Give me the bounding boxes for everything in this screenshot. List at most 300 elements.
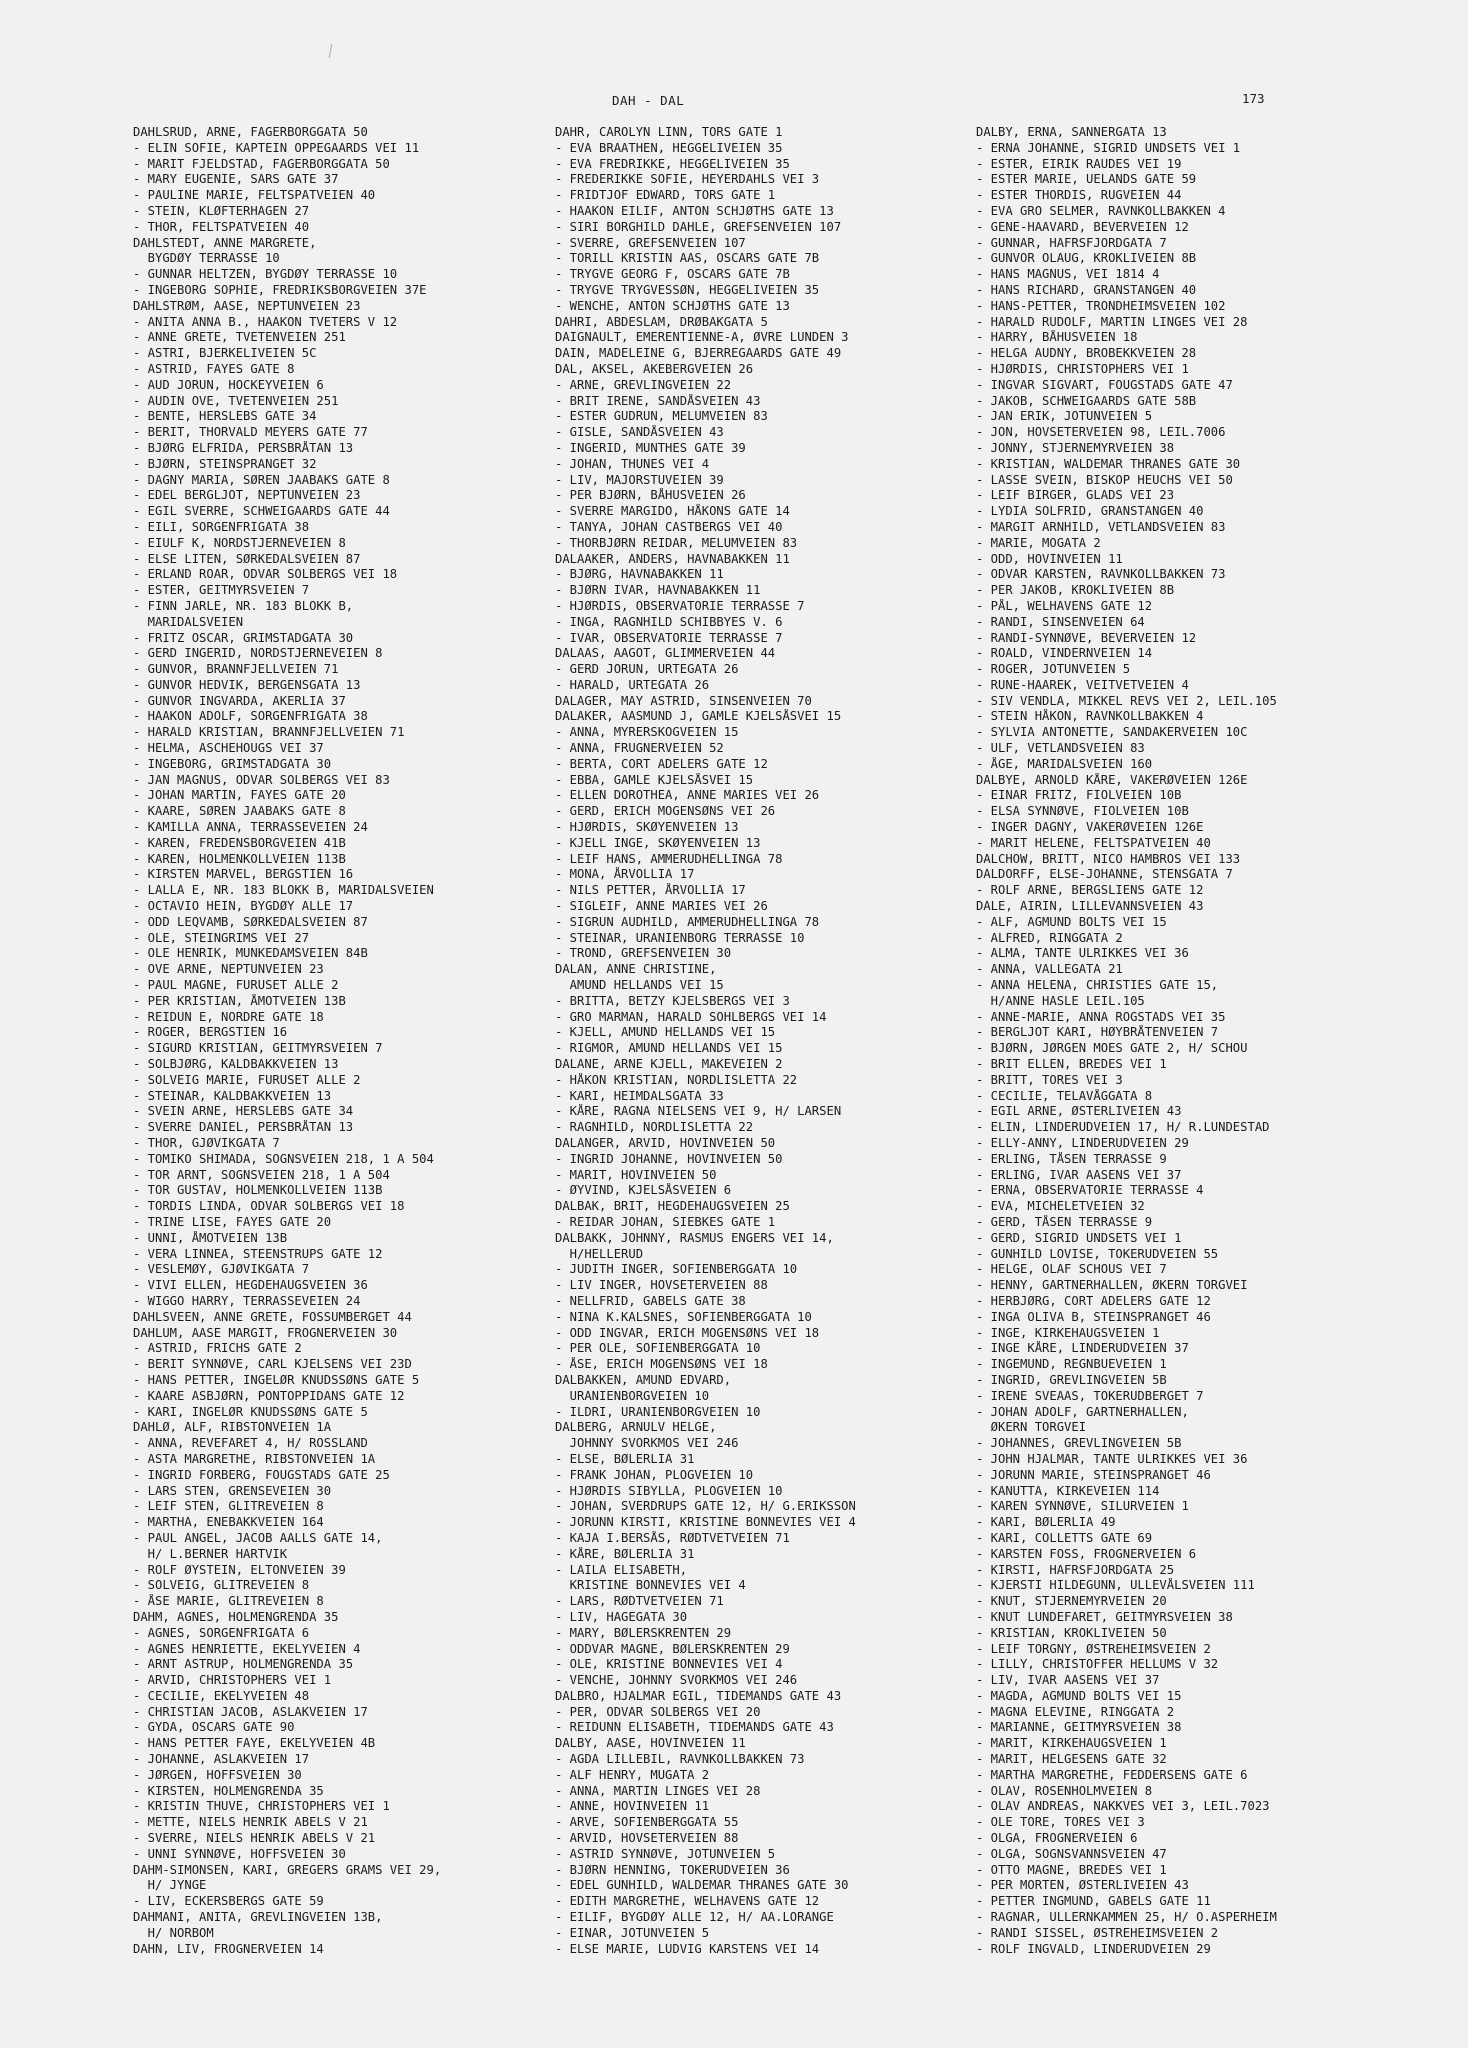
directory-entry: - EVA BRAATHEN, HEGGELIVEIEN 35 (555, 140, 783, 155)
directory-entry: - ARNT ASTRUP, HOLMENGRENDA 35 (133, 1657, 354, 1672)
directory-entry: - KJELL, AMUND HELLANDS VEI 15 (555, 1025, 776, 1040)
directory-entry: - LEIF BIRGER, GLADS VEI 23 (976, 488, 1175, 503)
directory-entry: - STEIN, KLØFTERHAGEN 27 (133, 203, 310, 218)
directory-entry: - THOR, FELTSPATVEIEN 40 (133, 219, 310, 234)
directory-entry: - JOHAN, SVERDRUPS GATE 12, H/ G.ERIKSSON (555, 1499, 856, 1514)
directory-entry: - BJØRN, STEINSPRANGET 32 (133, 456, 317, 471)
directory-entry: - GUNVOR OLAUG, KROKLIVEIEN 8B (976, 251, 1197, 266)
directory-entry: - KÅRE, RAGNA NIELSENS VEI 9, H/ LARSEN (555, 1104, 842, 1119)
directory-entry: - KARSTEN FOSS, FROGNERVEIEN 6 (976, 1546, 1197, 1561)
directory-entry: - HARALD, URTEGATA 26 (555, 677, 710, 692)
directory-entry: - TRINE LISE, FAYES GATE 20 (133, 1214, 332, 1229)
directory-entry: - ALF HENRY, MUGATA 2 (555, 1767, 710, 1782)
directory-entry: - BERIT SYNNØVE, CARL KJELSENS VEI 23D (133, 1357, 412, 1372)
directory-entry: - DAGNY MARIA, SØREN JAABAKS GATE 8 (133, 472, 390, 487)
directory-entry: - HANS PETTER FAYE, EKELYVEIEN 4B (133, 1736, 376, 1751)
directory-entry: DALBERG, ARNULV HELGE, (555, 1420, 717, 1435)
directory-entry: DAHLSRUD, ARNE, FAGERBORGGATA 50 (133, 125, 368, 139)
directory-entry: - PER, ODVAR SOLBERGS VEI 20 (555, 1704, 761, 1719)
directory-entry: - KJERSTI HILDEGUNN, ULLEVÅLSVEIEN 111 (976, 1578, 1255, 1593)
directory-entry: - JONNY, STJERNEMYRVEIEN 38 (976, 440, 1175, 455)
directory-entry: - ALFRED, RINGGATA 2 (976, 930, 1123, 945)
directory-entry: - KARI, HEIMDALSGATA 33 (555, 1088, 724, 1103)
directory-entry: - GUNVOR HEDVIK, BERGENSGATA 13 (133, 677, 361, 692)
directory-entry: - ARVE, SOFIENBERGGATA 55 (555, 1815, 739, 1830)
directory-entry: - ODDVAR MAGNE, BØLERSKRENTEN 29 (555, 1641, 790, 1656)
directory-entry: - IRENE SVEAAS, TOKERUDBERGET 7 (976, 1388, 1204, 1403)
directory-entry: - LIV, MAJORSTUVEIEN 39 (555, 472, 724, 487)
directory-entry: - ANNE GRETE, TVETENVEIEN 251 (133, 330, 346, 345)
directory-entry: DAIN, MADELEINE G, BJERREGAARDS GATE 49 (555, 346, 842, 361)
directory-entry: - JOHAN, THUNES VEI 4 (555, 456, 710, 471)
directory-entry: - ASTA MARGRETHE, RIBSTONVEIEN 1A (133, 1451, 376, 1466)
directory-entry: - AUD JORUN, HOCKEYVEIEN 6 (133, 377, 324, 392)
directory-entry: - BJØRN IVAR, HAVNABAKKEN 11 (555, 583, 761, 598)
directory-entry: - CHRISTIAN JACOB, ASLAKVEIEN 17 (133, 1704, 368, 1719)
directory-entry: DALE, AIRIN, LILLEVANNSVEIEN 43 (976, 899, 1204, 914)
directory-entry: - KNUT, STJERNEMYRVEIEN 20 (976, 1594, 1167, 1609)
directory-entry: - MARIT HELENE, FELTSPATVEIEN 40 (976, 835, 1211, 850)
directory-entry: - INGRID, GREVLINGVEIEN 5B (976, 1372, 1167, 1387)
directory-entry: - INGRID FORBERG, FOUGSTADS GATE 25 (133, 1467, 390, 1482)
directory-entry: - ANNA, VALLEGATA 21 (976, 962, 1123, 977)
directory-entry: - ESTER, GEITMYRSVEIEN 7 (133, 583, 310, 598)
directory-entry: - NELLFRID, GABELS GATE 38 (555, 1293, 746, 1308)
directory-entry: MARIDALSVEIEN (133, 614, 244, 629)
directory-entry: H/ NORBOM (133, 1925, 214, 1940)
directory-entry: - VIVI ELLEN, HEGDEHAUGSVEIEN 36 (133, 1278, 368, 1293)
directory-entry: - ESTER GUDRUN, MELUMVEIEN 83 (555, 409, 768, 424)
directory-entry: H/ANNE HASLE LEIL.105 (976, 993, 1145, 1008)
directory-entry: - ERLING, TÅSEN TERRASSE 9 (976, 1151, 1167, 1166)
directory-entry: - NILS PETTER, ÅRVOLLIA 17 (555, 883, 746, 898)
directory-entry: - REIDAR JOHAN, SIEBKES GATE 1 (555, 1214, 776, 1229)
directory-entry: DAHR, CAROLYN LINN, TORS GATE 1 (555, 125, 783, 139)
directory-entry: - PER BJØRN, BÅHUSVEIEN 26 (555, 488, 746, 503)
directory-entry: - ROGER, BERGSTIEN 16 (133, 1025, 288, 1040)
directory-entry: - MARY EUGENIE, SARS GATE 37 (133, 172, 339, 187)
directory-entry: - RANDI SISSEL, ØSTREHEIMSVEIEN 2 (976, 1925, 1219, 1940)
directory-entry: - ASTRID, FAYES GATE 8 (133, 361, 295, 376)
directory-entry: - HAAKON EILIF, ANTON SCHJØTHS GATE 13 (555, 203, 834, 218)
directory-entry: - WENCHE, ANTON SCHJØTHS GATE 13 (555, 298, 790, 313)
directory-entry: - VERA LINNEA, STEENSTRUPS GATE 12 (133, 1246, 383, 1261)
directory-entry: - JOHANNE, ASLAKVEIEN 17 (133, 1752, 310, 1767)
directory-entry: - ODD, HOVINVEIEN 11 (976, 551, 1123, 566)
directory-entry: - GUNVOR, BRANNFJELLVEIEN 71 (133, 662, 339, 677)
scan-mark (329, 44, 332, 58)
directory-entry: - INGEBORG SOPHIE, FREDRIKSBORGVEIEN 37E (133, 282, 427, 297)
directory-entry: DALAN, ANNE CHRISTINE, (555, 962, 717, 977)
directory-entry: DAHLØ, ALF, RIBSTONVEIEN 1A (133, 1420, 332, 1435)
directory-entry: - MAGDA, AGMUND BOLTS VEI 15 (976, 1688, 1182, 1703)
directory-entry: JOHNNY SVORKMOS VEI 246 (555, 1436, 739, 1451)
directory-entry: - LEIF TORGNY, ØSTREHEIMSVEIEN 2 (976, 1641, 1211, 1656)
directory-entry: - WIGGO HARRY, TERRASSEVEIEN 24 (133, 1293, 361, 1308)
directory-entry: - BJØRG, HAVNABAKKEN 11 (555, 567, 724, 582)
directory-entry: - VENCHE, JOHNNY SVORKMOS VEI 246 (555, 1673, 798, 1688)
directory-entry: - MARGIT ARNHILD, VETLANDSVEIEN 83 (976, 519, 1226, 534)
directory-entry: - SOLVEIG, GLITREVEIEN 8 (133, 1578, 310, 1593)
directory-entry: - OVE ARNE, NEPTUNVEIEN 23 (133, 962, 324, 977)
directory-entry: - OLE HENRIK, MUNKEDAMSVEIEN 84B (133, 946, 368, 961)
directory-entry: - GUNHILD LOVISE, TOKERUDVEIEN 55 (976, 1246, 1219, 1261)
directory-entry: - EDEL GUNHILD, WALDEMAR THRANES GATE 30 (555, 1878, 849, 1893)
directory-entry: - KJELL INGE, SKØYENVEIEN 13 (555, 835, 761, 850)
directory-entry: - ELSE MARIE, LUDVIG KARSTENS VEI 14 (555, 1941, 820, 1956)
directory-entry: - JOHANNES, GREVLINGVEIEN 5B (976, 1436, 1182, 1451)
directory-entry: - MARY, BØLERSKRENTEN 29 (555, 1625, 732, 1640)
directory-entry: - KAREN SYNNØVE, SILURVEIEN 1 (976, 1499, 1189, 1514)
directory-entry: - MARIT FJELDSTAD, FAGERBORGGATA 50 (133, 156, 390, 171)
directory-entry: DAHLSTEDT, ANNE MARGRETE, (133, 235, 317, 250)
directory-entry: - KRISTIAN, WALDEMAR THRANES GATE 30 (976, 456, 1241, 471)
directory-entry: - ÅGE, MARIDALSVEIEN 160 (976, 756, 1153, 771)
directory-column-2 (555, 125, 985, 1957)
directory-entry: - MARIANNE, GEITMYRSVEIEN 38 (976, 1720, 1182, 1735)
directory-entry: - EDITH MARGRETHE, WELHAVENS GATE 12 (555, 1894, 820, 1909)
directory-entry: - CECILIE, TELAVÅGGATA 8 (976, 1088, 1153, 1103)
directory-entry: - BRITTA, BETZY KJELSBERGS VEI 3 (555, 993, 790, 1008)
directory-entry: - ESTER THORDIS, RUGVEIEN 44 (976, 188, 1182, 203)
directory-entry: - ARNE, GREVLINGVEIEN 22 (555, 377, 732, 392)
directory-entry: - ELIN SOFIE, KAPTEIN OPPEGAARDS VEI 11 (133, 140, 420, 155)
directory-entry: - TRYGVE GEORG F, OSCARS GATE 7B (555, 267, 790, 282)
directory-entry: - AGDA LILLEBIL, RAVNKOLLBAKKEN 73 (555, 1752, 805, 1767)
directory-entry: KRISTINE BONNEVIES VEI 4 (555, 1578, 746, 1593)
directory-entry: - LAILA ELISABETH, (555, 1562, 688, 1577)
directory-entry: - KNUT LUNDEFARET, GEITMYRSVEIEN 38 (976, 1609, 1233, 1624)
directory-entry: - STEINAR, URANIENBORG TERRASSE 10 (555, 930, 805, 945)
directory-entry: - METTE, NIELS HENRIK ABELS V 21 (133, 1815, 368, 1830)
directory-entry: - REIDUN E, NORDRE GATE 18 (133, 1009, 324, 1024)
directory-entry: DAHN, LIV, FROGNERVEIEN 14 (133, 1941, 324, 1956)
directory-entry: - HELGE, OLAF SCHOUS VEI 7 (976, 1262, 1167, 1277)
directory-entry: - PAUL ANGEL, JACOB AALLS GATE 14, (133, 1530, 383, 1545)
directory-entry: DALBAKKEN, AMUND EDVARD, (555, 1372, 732, 1387)
directory-entry: - OTTO MAGNE, BREDES VEI 1 (976, 1862, 1167, 1877)
directory-entry: - JUDITH INGER, SOFIENBERGGATA 10 (555, 1262, 798, 1277)
directory-entry: - EILIF, BYGDØY ALLE 12, H/ AA.LORANGE (555, 1910, 834, 1925)
directory-entry: - OCTAVIO HEIN, BYGDØY ALLE 17 (133, 899, 354, 914)
directory-entry: - ELSA SYNNØVE, FIOLVEIEN 10B (976, 804, 1189, 819)
directory-entry: - PAUL MAGNE, FURUSET ALLE 2 (133, 978, 339, 993)
directory-entry: - ANNA HELENA, CHRISTIES GATE 15, (976, 978, 1219, 993)
directory-entry: - ELIN, LINDERUDVEIEN 17, H/ R.LUNDESTAD (976, 1120, 1270, 1135)
directory-entry: - BRIT ELLEN, BREDES VEI 1 (976, 1057, 1167, 1072)
directory-entry: - FINN JARLE, NR. 183 BLOKK B, (133, 598, 354, 613)
directory-entry: - GERD, TÅSEN TERRASSE 9 (976, 1214, 1153, 1229)
directory-entry: - BJØRN HENNING, TOKERUDVEIEN 36 (555, 1862, 790, 1877)
directory-entry: DALBY, AASE, HOVINVEIEN 11 (555, 1736, 746, 1751)
directory-entry: - ØYVIND, KJELSÅSVEIEN 6 (555, 1183, 732, 1198)
directory-entry: - ROALD, VINDERNVEIEN 14 (976, 646, 1153, 661)
directory-entry: - RIGMOR, AMUND HELLANDS VEI 15 (555, 1041, 783, 1056)
directory-entry: - IVAR, OBSERVATORIE TERRASSE 7 (555, 630, 783, 645)
directory-entry: - KANUTTA, KIRKEVEIEN 114 (976, 1483, 1160, 1498)
directory-entry: DALBAK, BRIT, HEGDEHAUGSVEIEN 25 (555, 1199, 790, 1214)
directory-entry: DALAGER, MAY ASTRID, SINSENVEIEN 70 (555, 693, 812, 708)
directory-entry: - LIV, ECKERSBERGS GATE 59 (133, 1894, 324, 1909)
directory-column-3 (976, 125, 1406, 1957)
directory-entry: DAHM-SIMONSEN, KARI, GREGERS GRAMS VEI 29, (133, 1862, 442, 1877)
directory-entry: - GISLE, SANDÅSVEIEN 43 (555, 425, 724, 440)
directory-entry: DAHLSTRØM, AASE, NEPTUNVEIEN 23 (133, 298, 361, 313)
directory-entry: - THOR, GJØVIKGATA 7 (133, 1136, 280, 1150)
directory-entry: - ANNA, MARTIN LINGES VEI 28 (555, 1783, 761, 1798)
directory-entry: - BERGLJOT KARI, HØYBRÅTENVEIEN 7 (976, 1025, 1219, 1040)
directory-entry: - ESTER MARIE, UELANDS GATE 59 (976, 172, 1197, 187)
directory-entry: - ERLING, IVAR AASENS VEI 37 (976, 1167, 1182, 1182)
directory-entry: - SVERRE DANIEL, PERSBRÅTAN 13 (133, 1120, 354, 1135)
directory-entry: - JAKOB, SCHWEIGAARDS GATE 58B (976, 393, 1197, 408)
directory-entry: - HANS RICHARD, GRANSTANGEN 40 (976, 282, 1197, 297)
directory-entry: - ÅSE MARIE, GLITREVEIEN 8 (133, 1594, 324, 1609)
directory-entry: - GERD INGERID, NORDSTJERNEVEIEN 8 (133, 646, 383, 661)
directory-entry: - JAN ERIK, JOTUNVEIEN 5 (976, 409, 1153, 424)
directory-entry: DALAAKER, ANDERS, HAVNABAKKEN 11 (555, 551, 790, 566)
directory-entry: - KAJA I.BERSÅS, RØDTVETVEIEN 71 (555, 1530, 790, 1545)
directory-entry: - BERTA, CORT ADELERS GATE 12 (555, 756, 768, 771)
directory-entry: - INGEMUND, REGNBUEVEIEN 1 (976, 1357, 1167, 1372)
directory-entry: - ALF, AGMUND BOLTS VEI 15 (976, 914, 1167, 929)
directory-entry: - HJØRDIS, OBSERVATORIE TERRASSE 7 (555, 598, 805, 613)
directory-entry: - ODD LEQVAMB, SØRKEDALSVEIEN 87 (133, 914, 368, 929)
directory-entry: - INGA, RAGNHILD SCHIBBYES V. 6 (555, 614, 783, 629)
directory-entry: - UNNI, ÅMOTVEIEN 13B (133, 1230, 288, 1245)
directory-entry: - KAARE, SØREN JAABAKS GATE 8 (133, 804, 346, 819)
directory-entry: - ERNA JOHANNE, SIGRID UNDSETS VEI 1 (976, 140, 1241, 155)
directory-entry: - KAREN, FREDENSBORGVEIEN 41B (133, 835, 346, 850)
directory-entry: - PER OLE, SOFIENBERGGATA 10 (555, 1341, 761, 1356)
directory-entry: - MARTHA MARGRETHE, FEDDERSENS GATE 6 (976, 1767, 1248, 1782)
directory-entry: - HARALD RUDOLF, MARTIN LINGES VEI 28 (976, 314, 1248, 329)
directory-entry: - UNNI SYNNØVE, HOFFSVEIEN 30 (133, 1846, 346, 1861)
directory-entry: DAHLUM, AASE MARGIT, FROGNERVEIEN 30 (133, 1325, 398, 1340)
directory-entry: - HARRY, BÅHUSVEIEN 18 (976, 330, 1138, 345)
directory-entry: - TORDIS LINDA, ODVAR SOLBERGS VEI 18 (133, 1199, 405, 1214)
directory-entry: - HJØRDIS SIBYLLA, PLOGVEIEN 10 (555, 1483, 783, 1498)
directory-entry: - EIULF K, NORDSTJERNEVEIEN 8 (133, 535, 346, 550)
directory-entry: - PAULINE MARIE, FELTSPATVEIEN 40 (133, 188, 376, 203)
directory-entry: - MONA, ÅRVOLLIA 17 (555, 867, 695, 882)
directory-entry: DALCHOW, BRITT, NICO HAMBROS VEI 133 (976, 851, 1241, 866)
directory-entry: - RUNE-HAAREK, VEITVETVEIEN 4 (976, 677, 1189, 692)
directory-entry: - TRYGVE TRYGVESSØN, HEGGELIVEIEN 35 (555, 282, 820, 297)
directory-entry: - MARIE, MOGATA 2 (976, 535, 1101, 550)
directory-entry: - TOMIKO SHIMADA, SOGNSVEIEN 218, 1 A 504 (133, 1151, 434, 1166)
directory-entry: - ASTRID SYNNØVE, JOTUNVEIEN 5 (555, 1846, 776, 1861)
directory-entry: - GUNNAR HELTZEN, BYGDØY TERRASSE 10 (133, 267, 398, 282)
directory-entry: - GUNNAR, HAFRSFJORDGATA 7 (976, 235, 1167, 250)
directory-entry: - ARVID, HOVSETERVEIEN 88 (555, 1831, 739, 1846)
directory-entry: - SVERRE, NIELS HENRIK ABELS V 21 (133, 1831, 376, 1846)
directory-entry: - INGERID, MUNTHES GATE 39 (555, 440, 746, 455)
directory-entry: - SIRI BORGHILD DAHLE, GREFSENVEIEN 107 (555, 219, 842, 234)
directory-entry: - TOR GUSTAV, HOLMENKOLLVEIEN 113B (133, 1183, 383, 1198)
directory-entry: - ASTRID, FRICHS GATE 2 (133, 1341, 302, 1356)
directory-entry: - EDEL BERGLJOT, NEPTUNVEIEN 23 (133, 488, 361, 503)
directory-entry: - NINA K.KALSNES, SOFIENBERGGATA 10 (555, 1309, 812, 1324)
directory-entry: - GERD, ERICH MOGENSØNS VEI 26 (555, 804, 776, 819)
directory-entry: - KIRSTEN MARVEL, BERGSTIEN 16 (133, 867, 354, 882)
directory-entry: - OLE TORE, TORES VEI 3 (976, 1815, 1145, 1830)
directory-entry: - TORILL KRISTIN AAS, OSCARS GATE 7B (555, 251, 820, 266)
directory-entry: - LEIF HANS, AMMERUDHELLINGA 78 (555, 851, 783, 866)
directory-entry: - INGEBORG, GRIMSTADGATA 30 (133, 756, 332, 771)
directory-entry: - SIGRUN AUDHILD, AMMERUDHELLINGA 78 (555, 914, 820, 929)
directory-entry: - ANNA, FRUGNERVEIEN 52 (555, 741, 724, 756)
directory-entry: H/ JYNGE (133, 1878, 207, 1893)
directory-entry: ØKERN TORGVEI (976, 1420, 1087, 1435)
directory-entry: - EILI, SORGENFRIGATA 38 (133, 519, 310, 534)
directory-entry: - FRIDTJOF EDWARD, TORS GATE 1 (555, 188, 776, 203)
directory-entry: DAHMANI, ANITA, GREVLINGVEIEN 13B, (133, 1910, 383, 1925)
directory-entry: DAHRI, ABDESLAM, DRØBAKGATA 5 (555, 314, 768, 329)
directory-column-1 (133, 125, 563, 1957)
directory-entry: - ARVID, CHRISTOPHERS VEI 1 (133, 1673, 332, 1688)
directory-entry: - AGNES HENRIETTE, EKELYVEIEN 4 (133, 1641, 361, 1656)
directory-entry: - RANDI, SINSENVEIEN 64 (976, 614, 1145, 629)
directory-entry: - HÅKON KRISTIAN, NORDLISLETTA 22 (555, 1072, 798, 1087)
directory-entry: - EVA GRO SELMER, RAVNKOLLBAKKEN 4 (976, 203, 1226, 218)
directory-entry: - OLE, KRISTINE BONNEVIES VEI 4 (555, 1657, 783, 1672)
directory-entry: - ANNE, HOVINVEIEN 11 (555, 1799, 710, 1814)
directory-entry: - HAAKON ADOLF, SORGENFRIGATA 38 (133, 709, 368, 724)
directory-entry: - GUNVOR INGVARDA, AKERLIA 37 (133, 693, 346, 708)
directory-entry: - KRISTIAN, KROKLIVEIEN 50 (976, 1625, 1167, 1640)
directory-entry: - KÅRE, BØLERLIA 31 (555, 1546, 695, 1561)
directory-entry: - STEIN HÅKON, RAVNKOLLBAKKEN 4 (976, 709, 1204, 724)
directory-entry: - AGNES, SORGENFRIGATA 6 (133, 1625, 310, 1640)
directory-entry: - BENTE, HERSLEBS GATE 34 (133, 409, 317, 424)
directory-entry: - SVERRE MARGIDO, HÅKONS GATE 14 (555, 504, 790, 519)
directory-entry: - RANDI-SYNNØVE, BEVERVEIEN 12 (976, 630, 1197, 645)
directory-entry: - MARIT, HOVINVEIEN 50 (555, 1167, 717, 1182)
directory-entry: - OLE, STEINGRIMS VEI 27 (133, 930, 310, 945)
directory-entry: - INGRID JOHANNE, HOVINVEIEN 50 (555, 1151, 783, 1166)
directory-entry: - ANITA ANNA B., HAAKON TVETERS V 12 (133, 314, 398, 329)
directory-entry: DALANE, ARNE KJELL, MAKEVEIEN 2 (555, 1057, 783, 1072)
directory-entry: - OLAV, ROSENHOLMVEIEN 8 (976, 1783, 1153, 1798)
directory-entry: - ROLF INGVALD, LINDERUDVEIEN 29 (976, 1941, 1211, 1956)
directory-entry: - HELGA AUDNY, BROBEKKVEIEN 28 (976, 346, 1197, 361)
directory-entry: - PER JAKOB, KROKLIVEIEN 8B (976, 583, 1175, 598)
directory-entry: DALANGER, ARVID, HOVINVEIEN 50 (555, 1136, 776, 1150)
directory-entry: DALAKER, AASMUND J, GAMLE KJELSÅSVEI 15 (555, 709, 842, 724)
directory-entry: - EGIL ARNE, ØSTERLIVEIEN 43 (976, 1104, 1182, 1119)
directory-entry: - AUDIN OVE, TVETENVEIEN 251 (133, 393, 339, 408)
directory-entry: - ELLY-ANNY, LINDERUDVEIEN 29 (976, 1136, 1189, 1150)
directory-entry: - LIV INGER, HOVSETERVEIEN 88 (555, 1278, 768, 1293)
directory-entry: - HARALD KRISTIAN, BRANNFJELLVEIEN 71 (133, 725, 405, 740)
directory-entry: - BJØRG ELFRIDA, PERSBRÅTAN 13 (133, 440, 354, 455)
directory-entry: - MARTHA, ENEBAKKVEIEN 164 (133, 1515, 324, 1530)
directory-entry: - PÅL, WELHAVENS GATE 12 (976, 598, 1153, 613)
directory-entry: - ROGER, JOTUNVEIEN 5 (976, 662, 1131, 677)
directory-entry: - TANYA, JOHAN CASTBERGS VEI 40 (555, 519, 783, 534)
directory-entry: - SIGLEIF, ANNE MARIES VEI 26 (555, 899, 768, 914)
directory-entry: - OLGA, SOGNSVANNSVEIEN 47 (976, 1846, 1167, 1861)
directory-entry: - ULF, VETLANDSVEIEN 83 (976, 741, 1145, 756)
directory-entry: AMUND HELLANDS VEI 15 (555, 978, 724, 993)
page-number: 173 (1242, 91, 1265, 106)
directory-entry: - SIV VENDLA, MIKKEL REVS VEI 2, LEIL.105 (976, 693, 1277, 708)
directory-entry: - FRITZ OSCAR, GRIMSTADGATA 30 (133, 630, 354, 645)
directory-entry: - CECILIE, EKELYVEIEN 48 (133, 1688, 310, 1703)
directory-entry: - JØRGEN, HOFFSVEIEN 30 (133, 1767, 302, 1782)
directory-entry: - LILLY, CHRISTOFFER HELLUMS V 32 (976, 1657, 1219, 1672)
directory-entry: - KAARE ASBJØRN, PONTOPPIDANS GATE 12 (133, 1388, 405, 1403)
directory-entry: - GERD JORUN, URTEGATA 26 (555, 662, 739, 677)
directory-entry: DAHLSVEEN, ANNE GRETE, FOSSUMBERGET 44 (133, 1309, 412, 1324)
directory-entry: - PER KRISTIAN, ÅMOTVEIEN 13B (133, 993, 346, 1008)
directory-entry: - HJØRDIS, SKØYENVEIEN 13 (555, 820, 739, 835)
directory-entry: - OLGA, FROGNERVEIEN 6 (976, 1831, 1138, 1846)
directory-entry: - GERD, SIGRID UNDSETS VEI 1 (976, 1230, 1182, 1245)
directory-entry: - ANNA, REVEFARET 4, H/ ROSSLAND (133, 1436, 368, 1451)
directory-entry: - JON, HOVSETERVEIEN 98, LEIL.7006 (976, 425, 1226, 440)
directory-entry: - KIRSTI, HAFRSFJORDGATA 25 (976, 1562, 1175, 1577)
directory-entry: - SOLVEIG MARIE, FURUSET ALLE 2 (133, 1072, 361, 1087)
directory-entry: - PER MORTEN, ØSTERLIVEIEN 43 (976, 1878, 1189, 1893)
directory-entry: - BJØRN, JØRGEN MOES GATE 2, H/ SCHOU (976, 1041, 1248, 1056)
directory-entry: - SOLBJØRG, KALDBAKKVEIEN 13 (133, 1057, 339, 1072)
directory-entry: - HERBJØRG, CORT ADELERS GATE 12 (976, 1293, 1211, 1308)
directory-entry: - ALMA, TANTE ULRIKKES VEI 36 (976, 946, 1189, 961)
directory-entry: DAHM, AGNES, HOLMENGRENDA 35 (133, 1609, 339, 1624)
directory-entry: - GRO MARMAN, HARALD SOHLBERGS VEI 14 (555, 1009, 827, 1024)
directory-entry: - JOHAN MARTIN, FAYES GATE 20 (133, 788, 346, 803)
directory-entry: - EVA, MICHELETVEIEN 32 (976, 1199, 1145, 1214)
directory-entry: - BERIT, THORVALD MEYERS GATE 77 (133, 425, 368, 440)
directory-entry: - LEIF STEN, GLITREVEIEN 8 (133, 1499, 324, 1514)
directory-entry: BYGDØY TERRASSE 10 (133, 251, 280, 266)
directory-entry: - ROLF ØYSTEIN, ELTONVEIEN 39 (133, 1562, 346, 1577)
directory-entry: - BRIT IRENE, SANDÅSVEIEN 43 (555, 393, 761, 408)
directory-entry: - ERLAND ROAR, ODVAR SOLBERGS VEI 18 (133, 567, 398, 582)
directory-entry: - SIGURD KRISTIAN, GEITMYRSVEIEN 7 (133, 1041, 383, 1056)
directory-entry: - KRISTIN THUVE, CHRISTOPHERS VEI 1 (133, 1799, 390, 1814)
directory-entry: - STEINAR, KALDBAKKVEIEN 13 (133, 1088, 332, 1103)
directory-entry: - EINAR FRITZ, FIOLVEIEN 10B (976, 788, 1182, 803)
directory-entry: DAL, AKSEL, AKEBERGVEIEN 26 (555, 361, 754, 376)
directory-entry: - JORUNN MARIE, STEINSPRANGET 46 (976, 1467, 1211, 1482)
directory-entry: - JOHN HJALMAR, TANTE ULRIKKES VEI 36 (976, 1451, 1248, 1466)
directory-entry: - LASSE SVEIN, BISKOP HEUCHS VEI 50 (976, 472, 1233, 487)
directory-entry: - LARS, RØDTVETVEIEN 71 (555, 1594, 724, 1609)
page-header-title: DAH - DAL (612, 93, 685, 108)
directory-entry: - HANS PETTER, INGELØR KNUDSSØNS GATE 5 (133, 1372, 420, 1387)
directory-entry: DAIGNAULT, EMERENTIENNE-A, ØVRE LUNDEN 3 (555, 330, 849, 345)
directory-entry: - INGE, KIRKEHAUGSVEIEN 1 (976, 1325, 1160, 1340)
directory-entry: - GENE-HAAVARD, BEVERVEIEN 12 (976, 219, 1189, 234)
directory-entry: - JOHAN ADOLF, GARTNERHALLEN, (976, 1404, 1189, 1419)
directory-entry: DALBY, ERNA, SANNERGATA 13 (976, 125, 1167, 139)
directory-entry: - ILDRI, URANIENBORGVEIEN 10 (555, 1404, 761, 1419)
directory-entry: DALBAKK, JOHNNY, RASMUS ENGERS VEI 14, (555, 1230, 834, 1245)
directory-entry: - JAN MAGNUS, ODVAR SOLBERGS VEI 83 (133, 772, 390, 787)
directory-entry: - MAGNA ELEVINE, RINGGATA 2 (976, 1704, 1175, 1719)
directory-entry: - SYLVIA ANTONETTE, SANDAKERVEIEN 10C (976, 725, 1248, 740)
directory-entry: DALBYE, ARNOLD KÅRE, VAKERØVEIEN 126E (976, 772, 1248, 787)
directory-entry: - RAGNAR, ULLERNKAMMEN 25, H/ O.ASPERHEIM (976, 1910, 1277, 1925)
directory-entry: DALBRO, HJALMAR EGIL, TIDEMANDS GATE 43 (555, 1688, 842, 1703)
directory-entry: - INGVAR SIGVART, FOUGSTADS GATE 47 (976, 377, 1233, 392)
directory-entry: DALAAS, AAGOT, GLIMMERVEIEN 44 (555, 646, 776, 661)
directory-entry: - KIRSTEN, HOLMENGRENDA 35 (133, 1783, 324, 1798)
directory-entry: - KARI, BØLERLIA 49 (976, 1515, 1116, 1530)
